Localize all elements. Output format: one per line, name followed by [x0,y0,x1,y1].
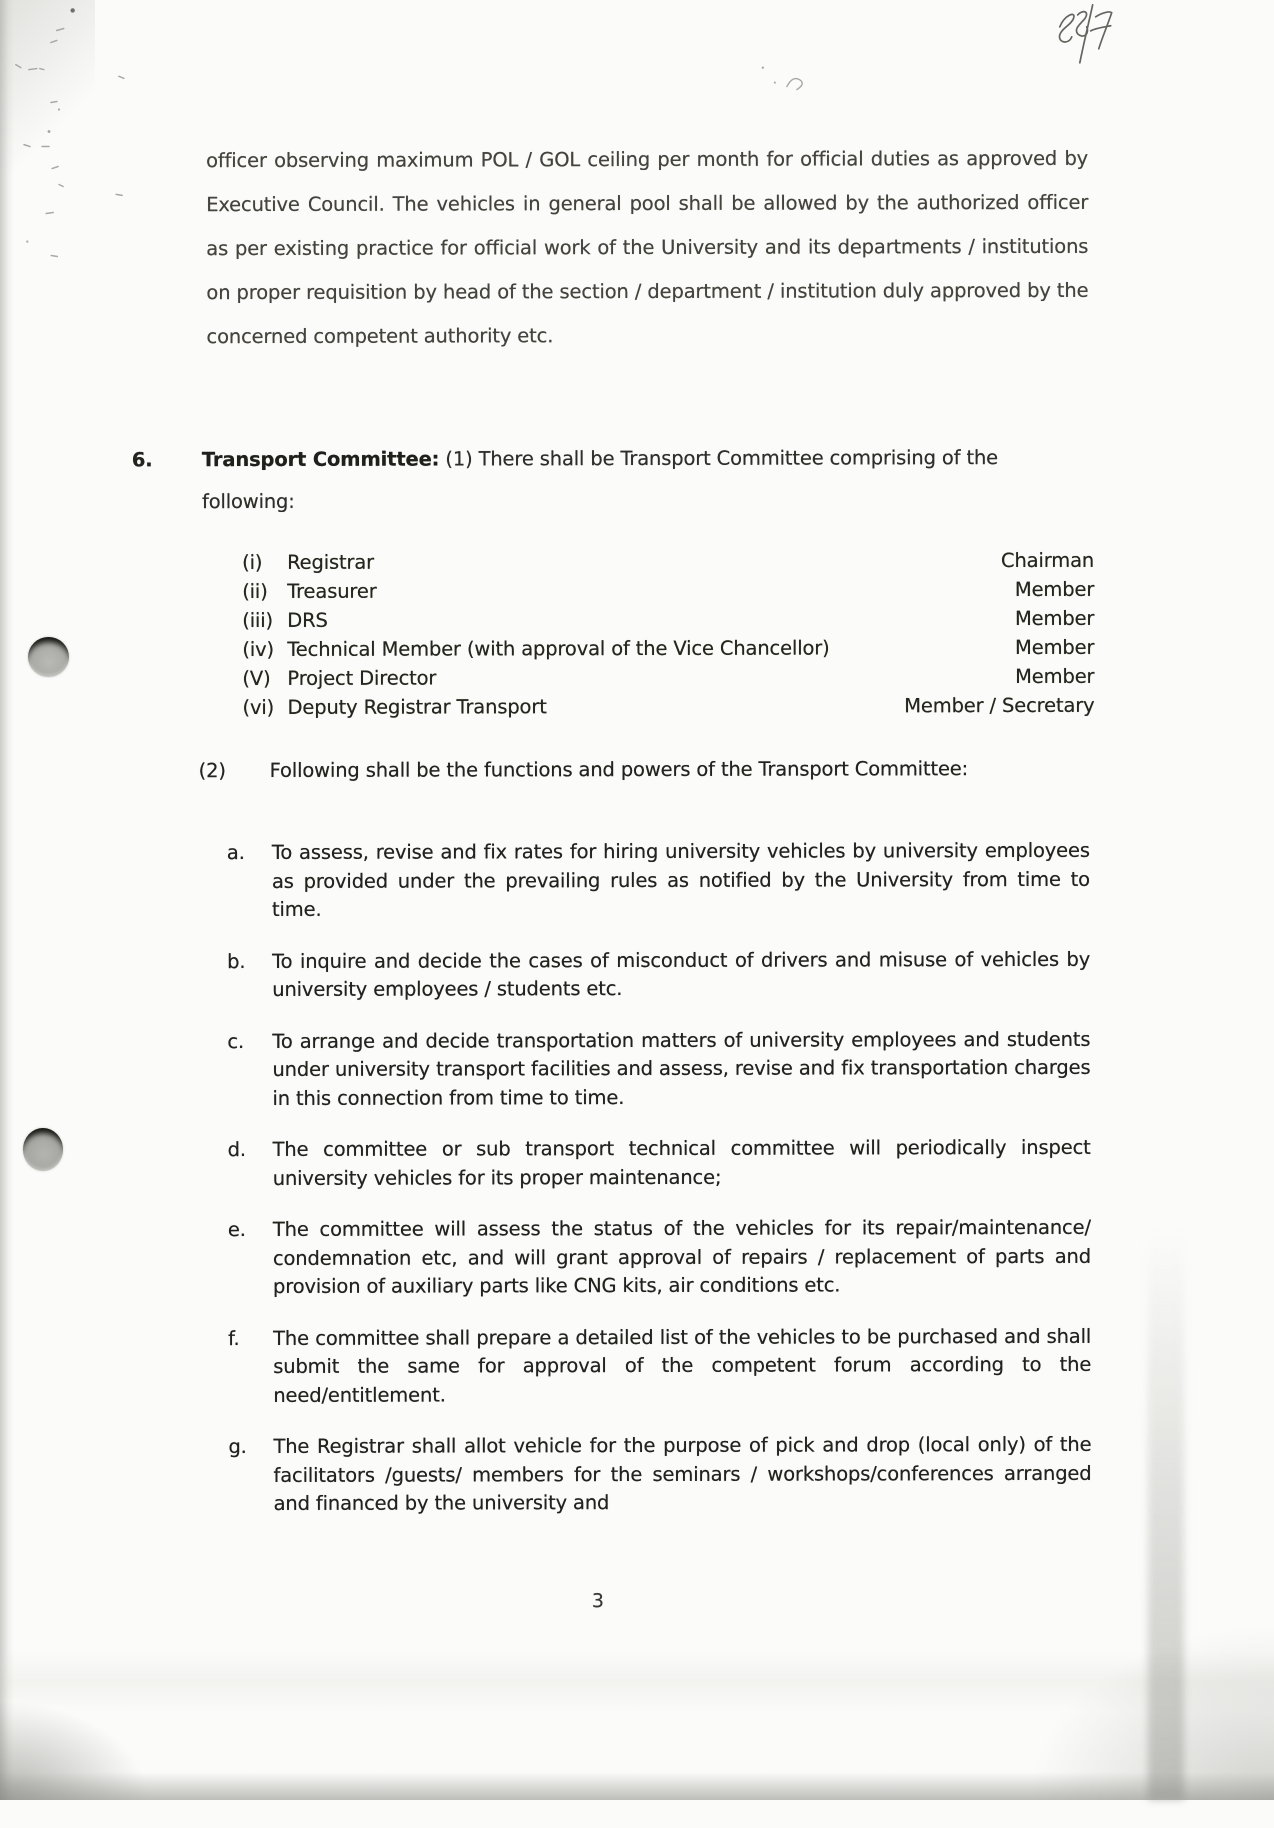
function-item [228,1214,1091,1302]
member-numeral: (vi) [242,695,275,720]
member-name: Treasurer [287,579,377,603]
function-item [228,1322,1091,1410]
intro-paragraph: officer observing maximum POL / GOL ceiling per month for official duties as approved by Executive Council. The vehicles in general pool shall be allowed by the authorized officer as per existing practice for official work of the University and its departments / institutions on proper requisition by head of the section / department / institution duly approved by the concerned competent authority etc. [206,146,1089,349]
function-item [227,837,1090,925]
member-name: Project Director [287,666,437,690]
member-role: Member / Secretary [904,693,1095,718]
member-name: DRS [287,608,328,632]
committee-member-row [242,633,1094,664]
page-number: 3 [591,1590,604,1613]
member-role: Member [1015,664,1095,689]
function-label: c. [227,1029,245,1053]
function-label: b. [227,949,246,973]
function-label: e. [227,1218,246,1242]
member-numeral: (ii) [242,579,268,604]
committee-member-row [242,575,1094,606]
hole-punch-top [28,637,69,677]
function-text: To inquire and decide the cases of misconduct of drivers and misuse of vehicles by university employees / students etc. [272,947,1091,1001]
function-text: The committee shall prepare a detailed list of the vehicles to be purchased and shall submit the same for approval of the competent forum according to the need/entitlement. [273,1324,1092,1407]
function-text: The committee will assess the status of the vehicles for its repair/maintenance/ condemnation etc, and will grant approval of repairs / replacement of parts and provision of auxiliary parts like CNG kits, air conditions etc. [272,1215,1091,1298]
hole-punch-bottom [23,1128,63,1171]
member-numeral: (iv) [242,637,274,662]
clause-2-label: (2) [198,759,226,783]
function-item [228,1134,1091,1193]
committee-member-row [242,546,1094,577]
member-numeral: (V) [242,666,271,691]
clause-2 [199,753,1090,786]
function-item [228,1431,1091,1519]
section-heading [202,437,1089,523]
function-item [227,1025,1090,1113]
member-role: Member [1014,606,1095,631]
function-label: g. [228,1435,247,1459]
function-text: The Registrar shall allot vehicle for the purpose of pick and drop (local only) of the facilitators /guests/ members for the seminars / workshops/conferences arranged and financed by the university and [273,1432,1092,1515]
member-numeral: (iii) [242,608,274,633]
pencil-scribble [753,56,815,102]
handwritten-page-ref-mark [1038,3,1130,71]
committee-member-row [242,691,1094,722]
scan-shadow-left-edge [0,0,14,1800]
scan-shadow-top-left [0,0,95,210]
member-role: Member [1014,635,1095,660]
function-text: To assess, revise and fix rates for hiring university vehicles by university employees as provided under the prevailing rules as notified by the University from time to time. [271,838,1090,921]
committee-member-row [242,662,1094,693]
scan-shadow-bottom-edge [0,1772,1274,1800]
member-name: Deputy Registrar Transport [287,695,547,719]
functions-list [227,837,1092,1542]
function-label: d. [227,1138,246,1162]
member-name: Registrar [287,550,375,574]
section-number: 6. [131,448,153,472]
member-role: Member [1014,577,1095,602]
clause-1-text: (1) There shall be Transport Committee comprising of the following: [201,446,999,514]
function-item [227,945,1090,1004]
member-numeral: (i) [242,550,263,575]
function-label: f. [228,1326,240,1350]
member-name: Technical Member (with approval of the Vice Chancellor) [287,636,830,661]
section-title: Transport Committee: [201,447,440,472]
function-label: a. [226,841,245,865]
committee-member-row [242,604,1094,635]
member-role: Chairman [1000,548,1095,573]
function-text: To arrange and decide transportation matters of university employees and students under university transport facilities and assess, revise and fix transportation charges in this connection from time to time. [272,1027,1091,1110]
clause-2-text: Following shall be the functions and powers of the Transport Committee: [269,757,969,782]
function-text: The committee or sub transport technical committee will periodically inspect university vehicles for its proper maintenance; [272,1135,1091,1190]
committee-members-list [242,546,1094,722]
